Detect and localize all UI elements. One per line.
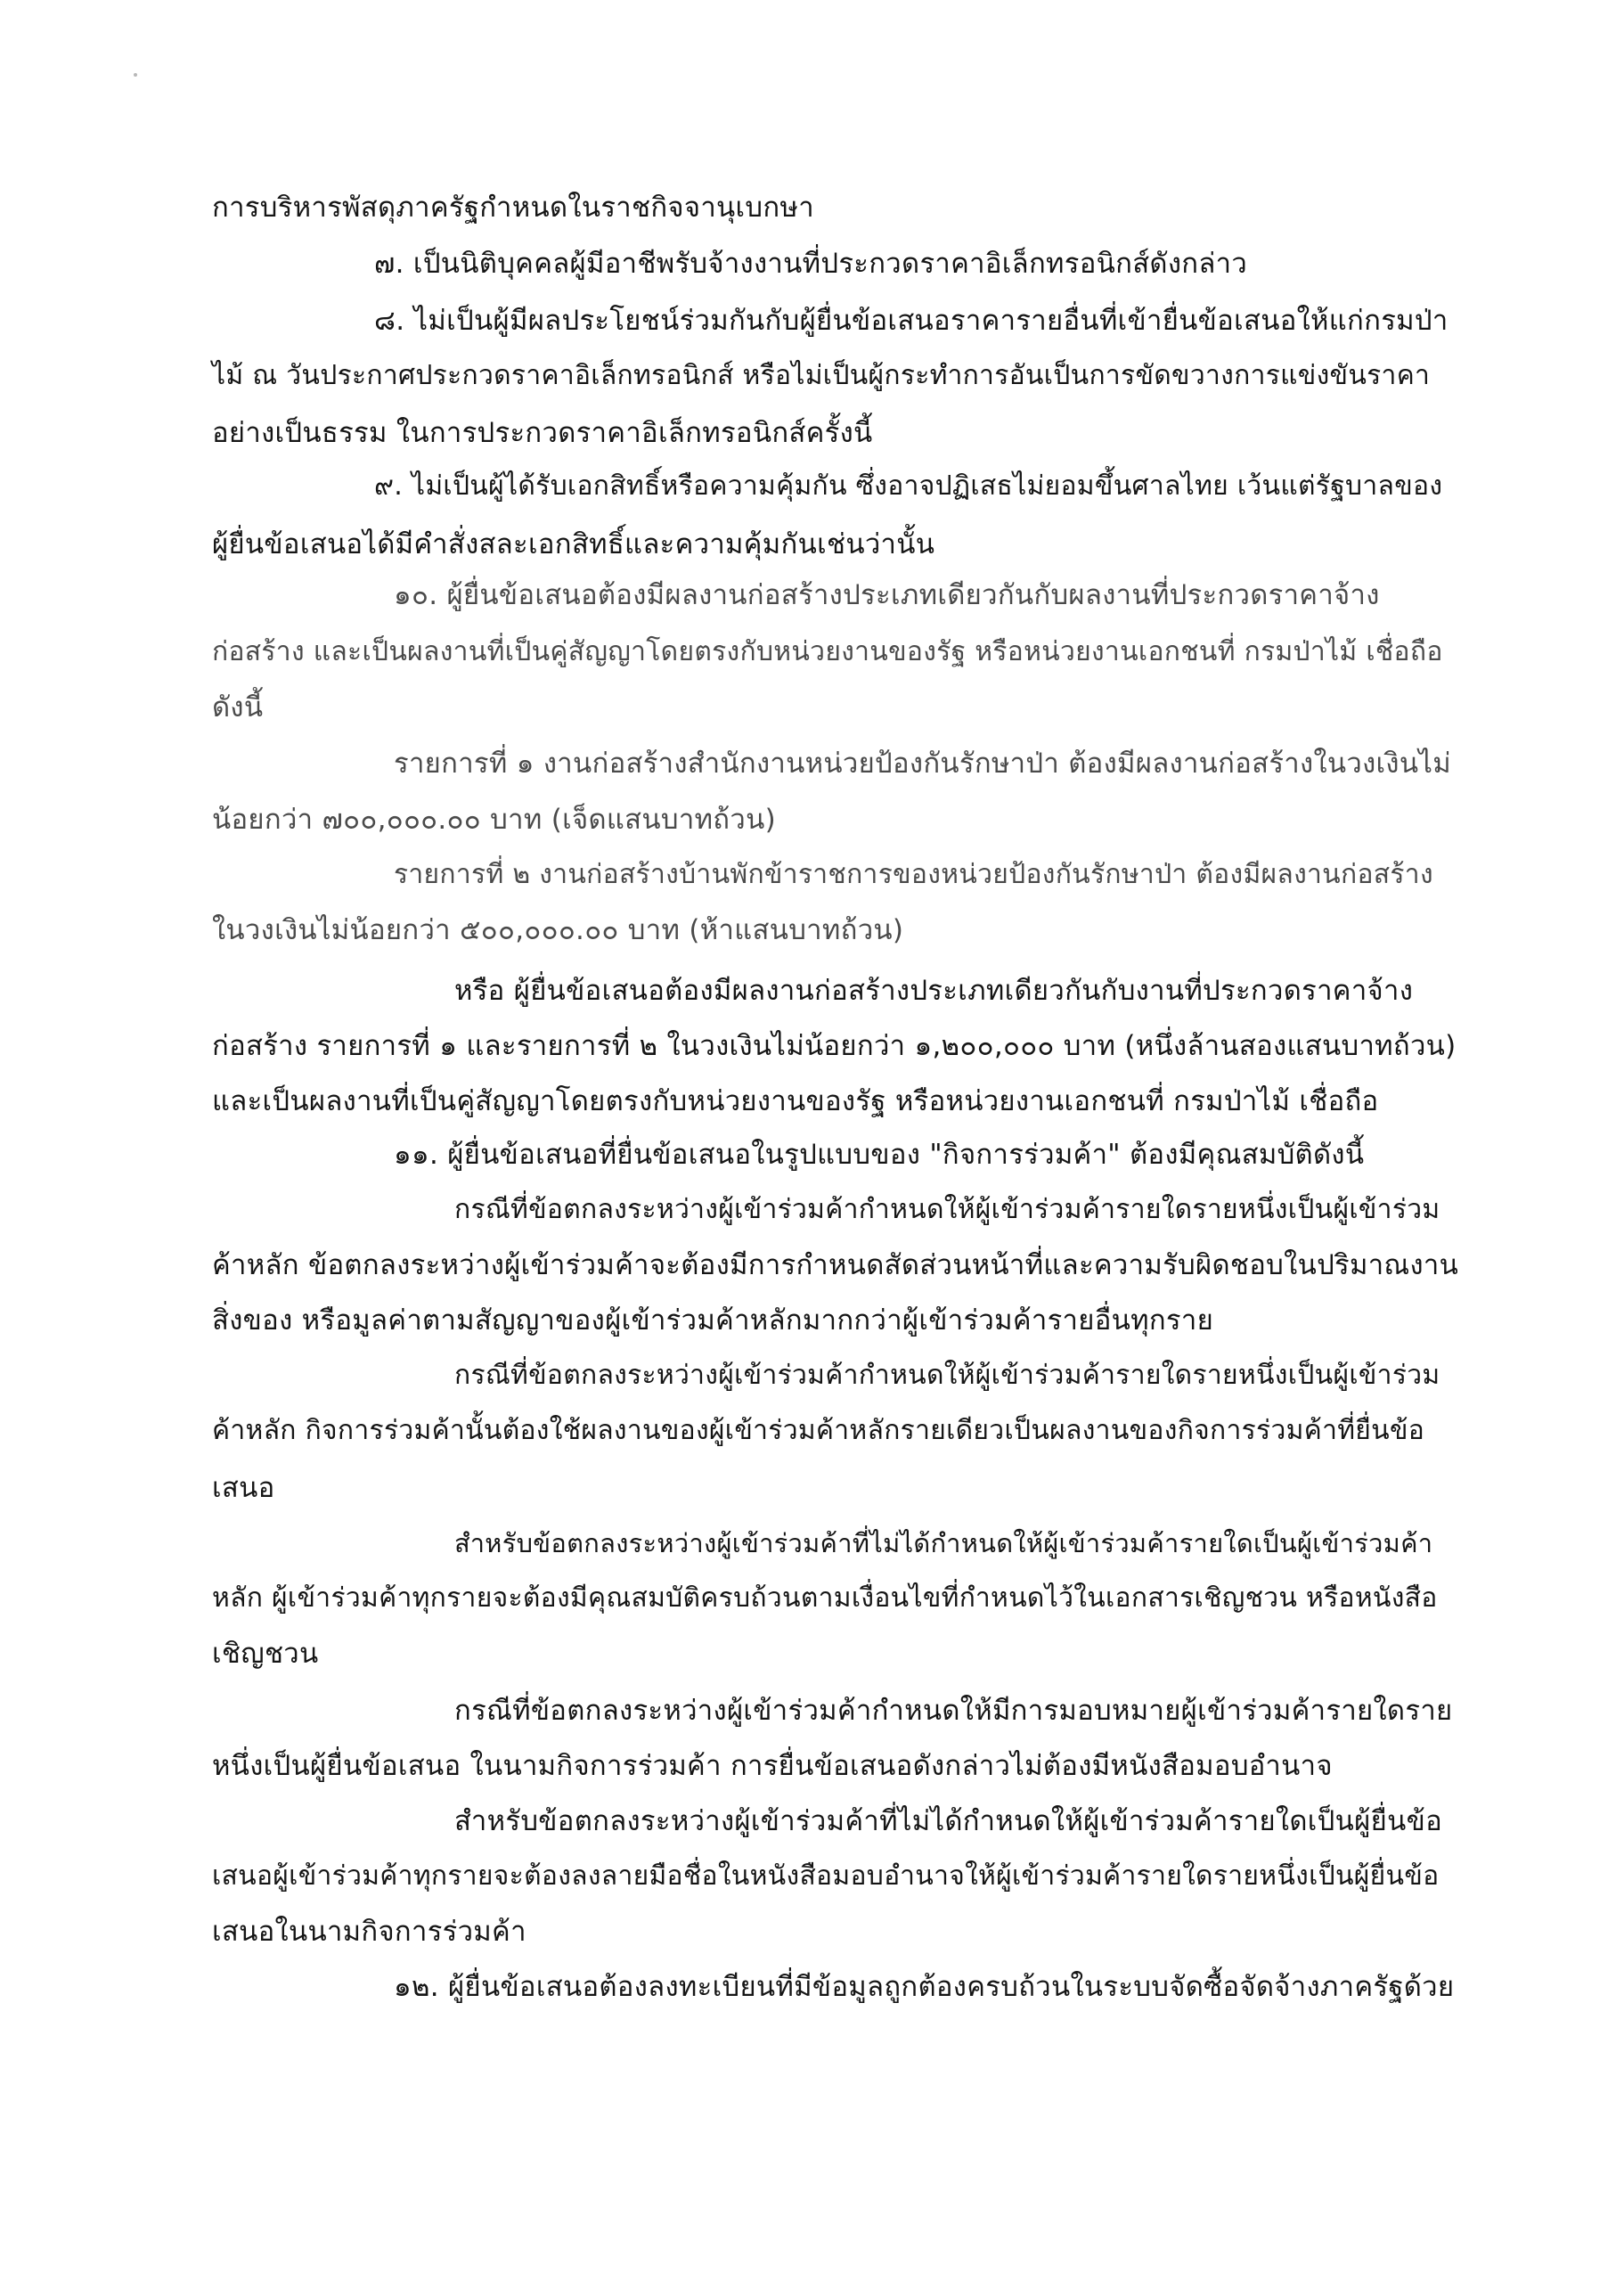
- text-line: ก่อสร้าง และเป็นผลงานที่เป็นคู่สัญญาโดยตรงกับหน่วยงานของรัฐ หรือหน่วยงานเอกชนที่ กรมป่าไม้ เชื่อถือ: [212, 636, 1443, 667]
- text-line: เสนอในนามกิจการร่วมค้า: [212, 1916, 526, 1948]
- text-line: สำหรับข้อตกลงระหว่างผู้เข้าร่วมค้าที่ไม่ได้กำหนดให้ผู้เข้าร่วมค้ารายใดเป็นผู้เข้าร่วมค้า: [454, 1528, 1433, 1558]
- text-line: เสนอผู้เข้าร่วมค้าทุกรายจะต้องลงลายมือชื่อในหนังสือมอบอำนาจให้ผู้เข้าร่วมค้ารายใดรายหนึ่งเป็นผู้ยื่นข้อ: [212, 1860, 1440, 1892]
- text-line: ๘. ไม่เป็นผู้มีผลประโยชน์ร่วมกันกับผู้ยื่นข้อเสนอราคารายอื่นที่เข้ายื่นข้อเสนอให้แก่กรมป่า: [374, 305, 1449, 337]
- text-line: ๑๒. ผู้ยื่นข้อเสนอต้องลงทะเบียนที่มีข้อมูลถูกต้องครบถ้วนในระบบจัดซื้อจัดจ้างภาครัฐด้วย: [394, 1971, 1455, 2003]
- text-line: ๑๐. ผู้ยื่นข้อเสนอต้องมีผลงานก่อสร้างประเภทเดียวกันกับผลงานที่ประกวดราคาจ้าง: [394, 579, 1380, 611]
- text-line: กรณีที่ข้อตกลงระหว่างผู้เข้าร่วมค้ากำหนดให้ผู้เข้าร่วมค้ารายใดรายหนึ่งเป็นผู้เข้าร่วม: [454, 1360, 1440, 1391]
- text-line: หลัก ผู้เข้าร่วมค้าทุกรายจะต้องมีคุณสมบัติครบถ้วนตามเงื่อนไขที่กำหนดไว้ในเอกสารเชิญชวน หรือหนังสือ: [212, 1582, 1438, 1614]
- text-line: เชิญชวน: [212, 1638, 319, 1670]
- text-line: ดังนี้: [212, 691, 264, 724]
- text-line: เสนอ: [212, 1472, 275, 1504]
- text-line: การบริหารพัสดุภาครัฐกำหนดในราชกิจจานุเบกษา: [212, 192, 814, 224]
- text-line: ก่อสร้าง รายการที่ ๑ และรายการที่ ๒ ในวงเงินไม่น้อยกว่า ๑,๒๐๐,๐๐๐ บาท (หนึ่งล้านสองแสนบาทถ้วน): [212, 1030, 1457, 1062]
- text-line: อย่างเป็นธรรม ในการประกวดราคาอิเล็กทรอนิกส์ครั้งนี้: [212, 417, 873, 449]
- text-line: กรณีที่ข้อตกลงระหว่างผู้เข้าร่วมค้ากำหนดให้มีการมอบหมายผู้เข้าร่วมค้ารายใดราย: [454, 1695, 1453, 1727]
- text-line: และเป็นผลงานที่เป็นคู่สัญญาโดยตรงกับหน่วยงานของรัฐ หรือหน่วยงานเอกชนที่ กรมป่าไม้ เชื่อถือ: [212, 1085, 1379, 1117]
- text-line: กรณีที่ข้อตกลงระหว่างผู้เข้าร่วมค้ากำหนดให้ผู้เข้าร่วมค้ารายใดรายหนึ่งเป็นผู้เข้าร่วม: [454, 1194, 1440, 1225]
- text-line: ผู้ยื่นข้อเสนอได้มีคำสั่งสละเอกสิทธิ์และความคุ้มกันเช่นว่านั้น: [212, 528, 935, 560]
- text-line: ในวงเงินไม่น้อยกว่า ๕๐๐,๐๐๐.๐๐ บาท (ห้าแสนบาทถ้วน): [212, 914, 904, 946]
- text-line: ๑๑. ผู้ยื่นข้อเสนอที่ยื่นข้อเสนอในรูปแบบของ "กิจการร่วมค้า" ต้องมีคุณสมบัติดังนี้: [394, 1139, 1365, 1171]
- scan-speck: [134, 73, 137, 77]
- text-line: ค้าหลัก ข้อตกลงระหว่างผู้เข้าร่วมค้าจะต้องมีการกำหนดสัดส่วนหน้าที่และความรับผิดชอบในปริมาณงาน: [212, 1249, 1459, 1281]
- text-line: ๙. ไม่เป็นผู้ได้รับเอกสิทธิ์หรือความคุ้มกัน ซึ่งอาจปฏิเสธไม่ยอมขึ้นศาลไทย เว้นแต่รัฐบาลของ: [374, 470, 1443, 502]
- text-line: ค้าหลัก กิจการร่วมค้านั้นต้องใช้ผลงานของผู้เข้าร่วมค้าหลักรายเดียวเป็นผลงานของกิจการร่วมค้าที่ยื่นข้อ: [212, 1415, 1425, 1446]
- text-line: ๗. เป็นนิติบุคคลผู้มีอาชีพรับจ้างงานที่ประกวดราคาอิเล็กทรอนิกส์ดังกล่าว: [374, 248, 1248, 280]
- text-line: ไม้ ณ วันประกาศประกวดราคาอิเล็กทรอนิกส์ หรือไม่เป็นผู้กระทำการอันเป็นการขัดขวางการแข่งขันราคา: [212, 360, 1431, 391]
- text-line: น้อยกว่า ๗๐๐,๐๐๐.๐๐ บาท (เจ็ดแสนบาทถ้วน): [212, 804, 776, 836]
- text-line: สำหรับข้อตกลงระหว่างผู้เข้าร่วมค้าที่ไม่ได้กำหนดให้ผู้เข้าร่วมค้ารายใดเป็นผู้ยื่นข้อ: [454, 1805, 1442, 1837]
- text-line: หรือ ผู้ยื่นข้อเสนอต้องมีผลงานก่อสร้างประเภทเดียวกันกับงานที่ประกวดราคาจ้าง: [454, 975, 1414, 1007]
- text-line: หนึ่งเป็นผู้ยื่นข้อเสนอ ในนามกิจการร่วมค้า การยื่นข้อเสนอดังกล่าวไม่ต้องมีหนังสือมอบอำนาจ: [212, 1750, 1333, 1782]
- text-line: รายการที่ ๒ งานก่อสร้างบ้านพักข้าราชการของหน่วยป้องกันรักษาป่า ต้องมีผลงานก่อสร้าง: [394, 859, 1433, 890]
- text-line: สิ่งของ หรือมูลค่าตามสัญญาของผู้เข้าร่วมค้าหลักมากกว่าผู้เข้าร่วมค้ารายอื่นทุกราย: [212, 1304, 1214, 1337]
- text-line: รายการที่ ๑ งานก่อสร้างสำนักงานหน่วยป้องกันรักษาป่า ต้องมีผลงานก่อสร้างในวงเงินไม่: [394, 748, 1451, 780]
